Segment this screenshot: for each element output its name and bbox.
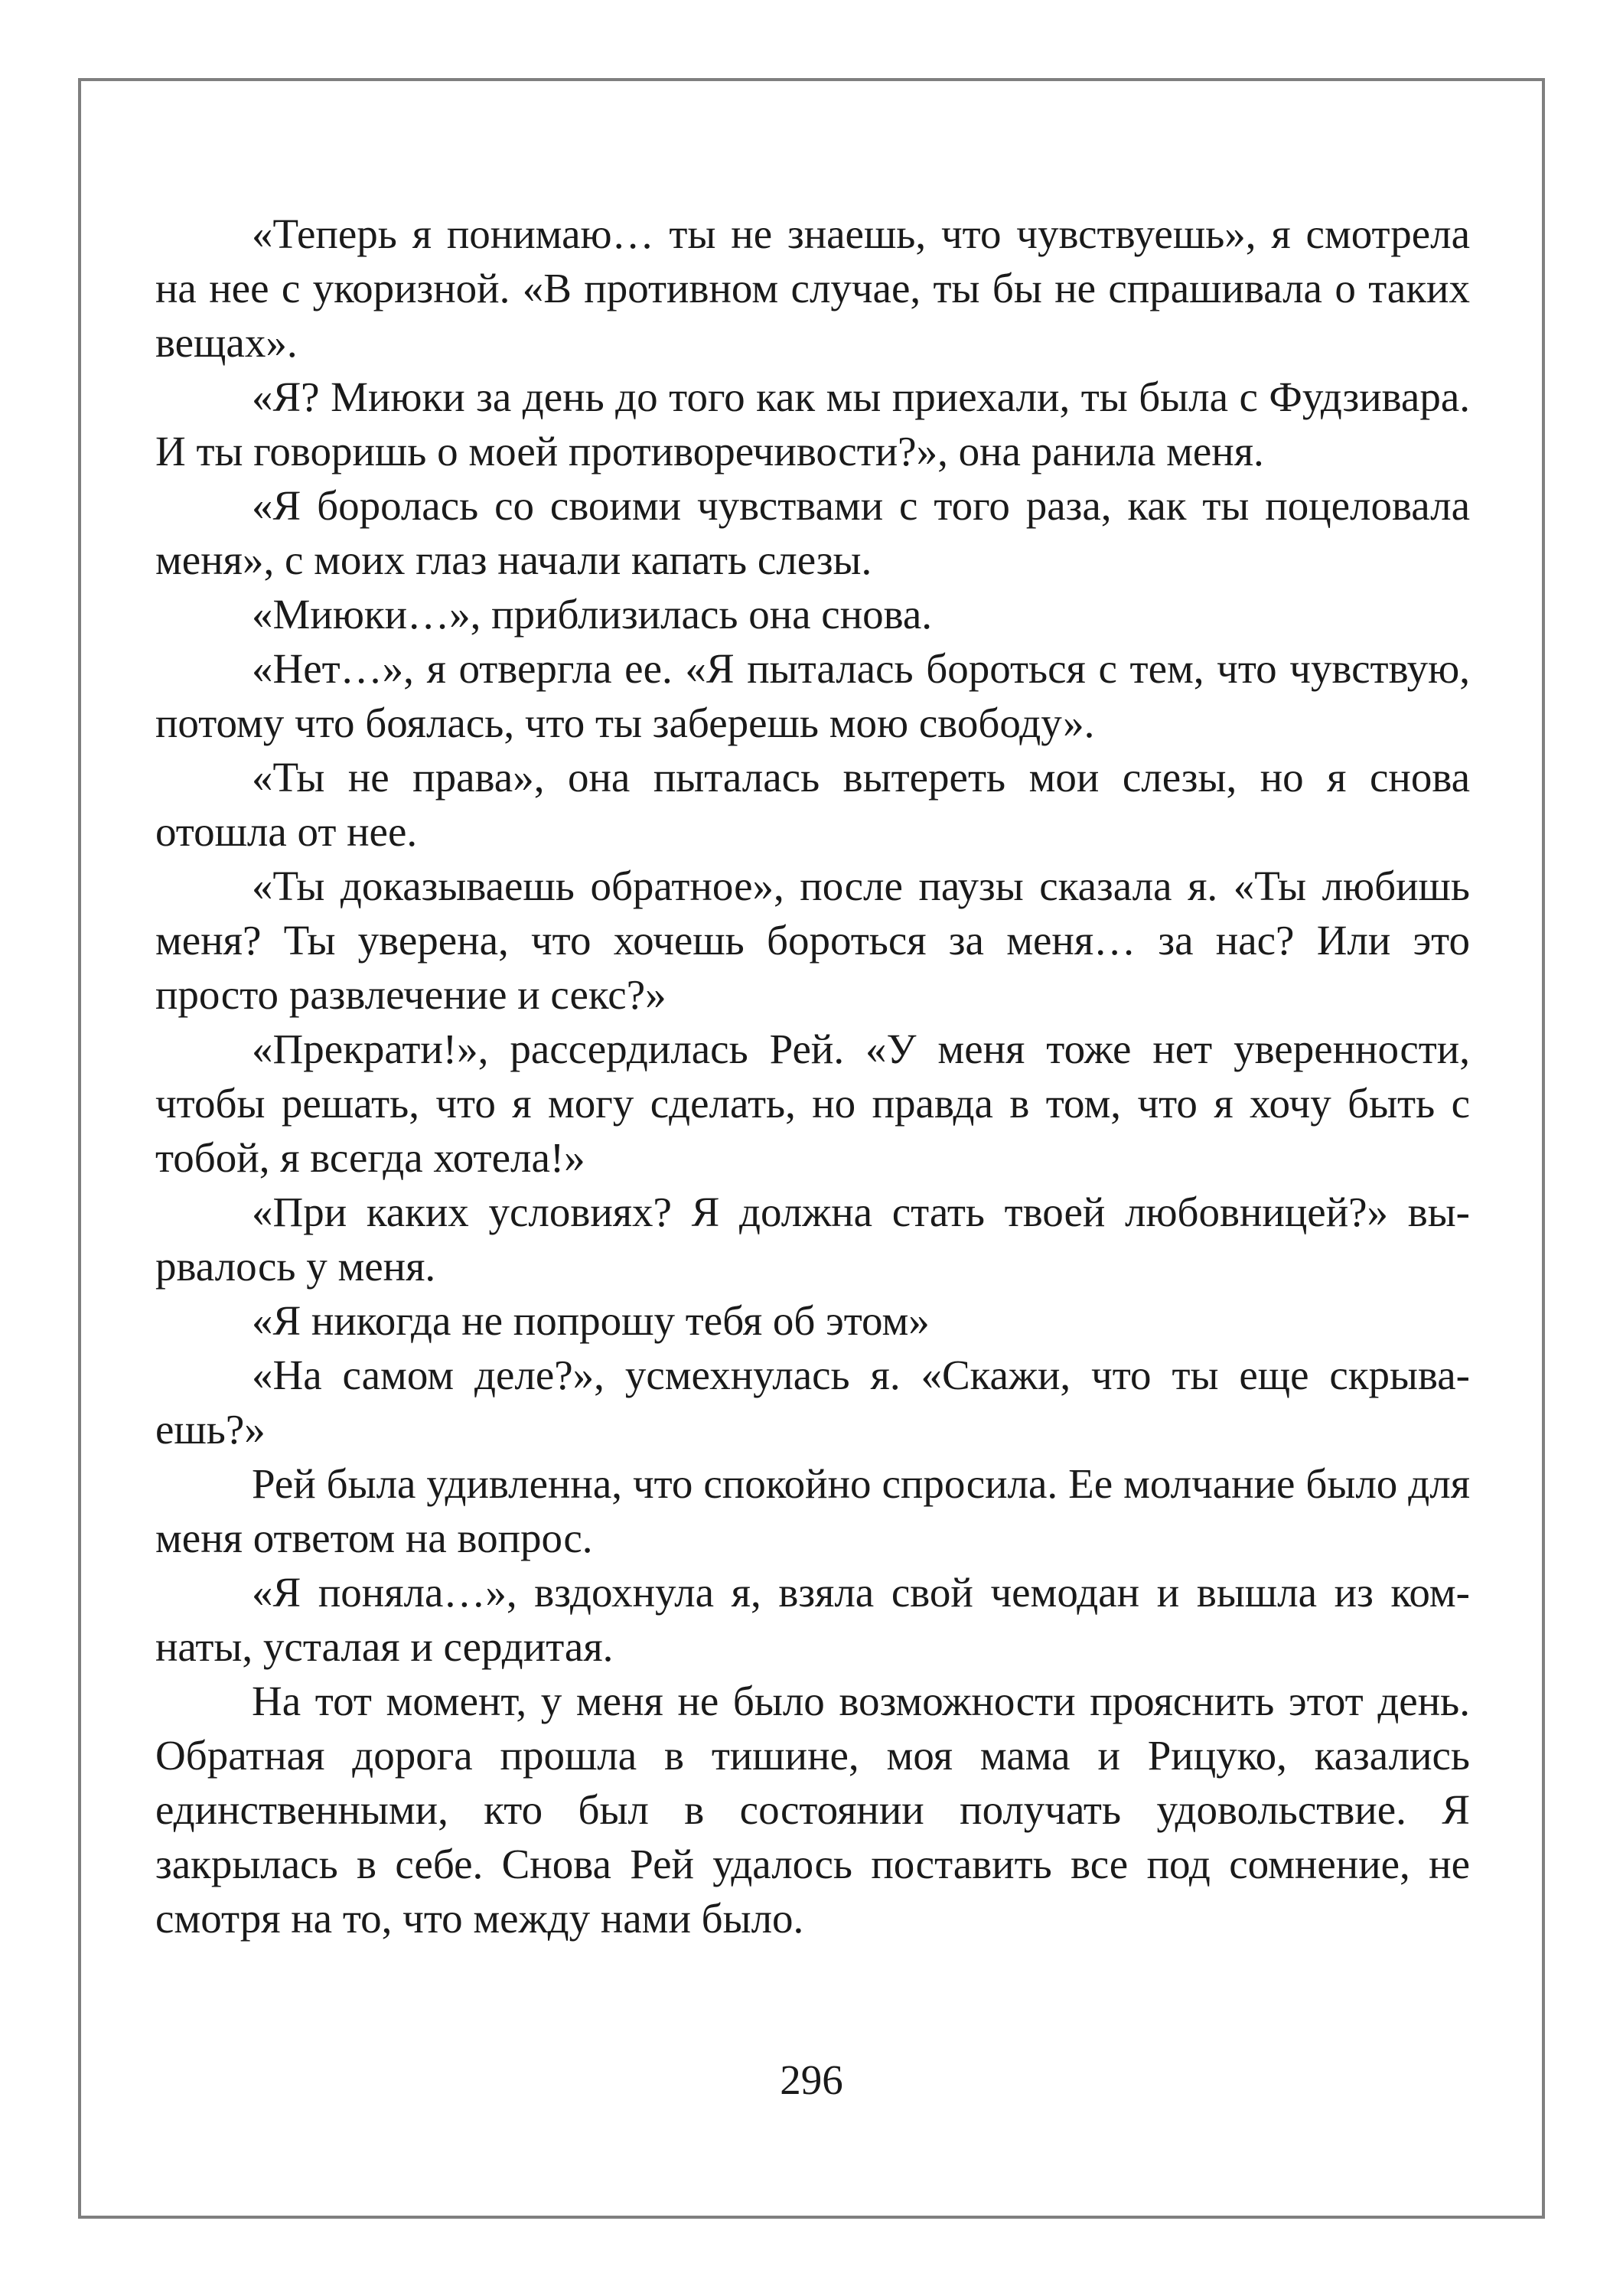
paragraph: «Прекрати!», рассердилась Рей. «У меня тоже нет уверенности, чтобы решать, что я могу сделать, но правда в том, что я хочу быть с тобой, я всегда хотела!» [155, 1026, 1470, 1181]
paragraph: «Ты не права», она пыталась вытереть мои слезы, но я снова отошла от нее. [155, 754, 1470, 855]
paragraph: «Нет…», я отвергла ее. «Я пыталась бороться с тем, что чувствую, потому что боялась, что ты заберешь мою свободу». [155, 645, 1470, 746]
paragraph: «Я боролась со своими чувствами с того раза, как ты поцеловала меня», с моих глаз начали капать слезы. [155, 482, 1470, 583]
paragraph: На тот момент, у меня не было возможности прояснить этот день. Обратная дорога прошла в тишине, моя мама и Рицуко, казались единственными, кто был в состоянии получать удовольствие. Я закрылась в себе. Снова Рей удалось поставить все под сомнение, не смотря на то, что между нами было. [155, 1678, 1470, 1942]
paragraph: «Я никогда не попрошу тебя об этом» [252, 1297, 930, 1344]
paragraph: «Миюки…», приблизилась она снова. [252, 591, 933, 638]
body-text [155, 207, 1470, 1945]
page-number: 296 [780, 2056, 843, 2103]
paragraph: «При каких условиях? Я должна стать твоей любовницей?» вырвалось у меня. [155, 1189, 1470, 1290]
paragraph: «Я? Миюки за день до того как мы приехали, ты была с Фудзивара. И ты говоришь о моей противоречивости?», она ранила меня. [155, 373, 1470, 475]
paragraph: «На самом деле?», усмехнулась я. «Скажи, что ты еще скрываешь?» [155, 1352, 1470, 1453]
paragraph: Рей была удивленна, что спокойно спросила. Ее молчание было для меня ответом на вопрос. [155, 1460, 1470, 1561]
paragraph: «Ты доказываешь обратное», после паузы сказала я. «Ты любишь меня? Ты уверена, что хочешь бороться за меня… за нас? Или это просто развлечение и секс?» [155, 863, 1470, 1018]
paragraph: «Теперь я понимаю… ты не знаешь, что чувствуешь», я смотрела на нее с укоризной. «В противном случае, ты бы не спрашивала о таких вещах». [155, 210, 1470, 366]
paragraph: «Я поняла…», вздохнула я, взяла свой чемодан и вышла из комнаты, усталая и сердитая. [155, 1569, 1470, 1670]
